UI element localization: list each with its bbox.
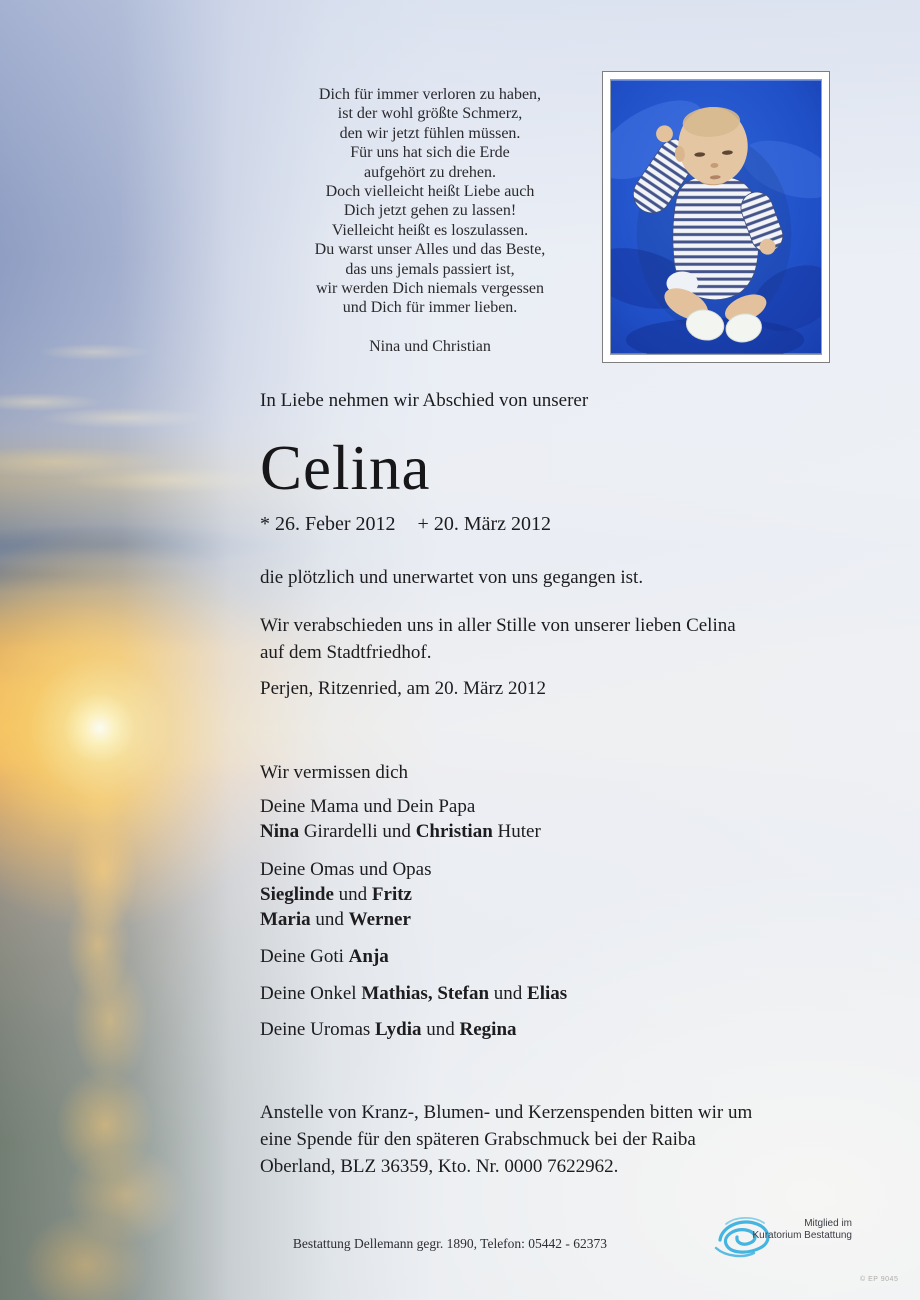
memorial-poem — [270, 85, 590, 356]
mourners-grandparents — [260, 857, 850, 932]
poem-line: Dich für immer verloren zu haben, — [318, 86, 542, 103]
poem-line: den wir jetzt fühlen müssen. — [339, 124, 521, 142]
mourners-names — [260, 819, 850, 844]
farewell-line: Wir verabschieden uns in aller Stille von unserer lieben Celina — [260, 615, 736, 636]
poem-line: Du warst unser Alles und das Beste, — [314, 241, 546, 259]
name-bold: Anja — [348, 946, 389, 967]
poem-line: aufgehört zu drehen. — [364, 163, 496, 181]
name-text: Girardelli und — [299, 821, 416, 842]
name-bold: Elias — [527, 983, 568, 1004]
mourners-great-grandmothers — [260, 1017, 850, 1042]
name-text: Huter — [492, 821, 541, 842]
name-bold: Maria — [260, 909, 311, 930]
mourners-parents — [260, 794, 850, 844]
mourners-names — [260, 944, 850, 969]
name-text: Deine Uromas — [260, 1019, 376, 1040]
poem-signature: Nina und Christian — [369, 337, 491, 355]
name-bold: Lydia — [375, 1019, 422, 1040]
birth-date: * 26. Feber 2012 — [260, 513, 396, 535]
farewell-line: auf dem Stadtfriedhof. — [260, 642, 432, 663]
farewell-paragraph — [260, 612, 850, 666]
name-bold: Sieglinde — [260, 884, 334, 905]
mourners-label: Deine Omas und Opas — [260, 859, 432, 880]
name-text: und — [489, 983, 528, 1004]
donation-paragraph — [260, 1099, 850, 1180]
poem-line: Vielleicht heißt es loszulassen. — [331, 221, 529, 239]
donation-line: eine Spende für den späteren Grabschmuck bei der Raiba — [260, 1129, 696, 1150]
donation-line: Anstelle von Kranz-, Blumen- und Kerzenspenden bitten wir um — [260, 1102, 753, 1123]
poem-line: und Dich für immer lieben. — [342, 299, 518, 317]
baby-photo-frame — [602, 71, 830, 363]
poem-line: Dich jetzt gehen zu lassen! — [343, 202, 517, 220]
poem-line: Für uns hat sich die Erde — [350, 144, 510, 162]
name-bold: Werner — [348, 909, 411, 930]
mourners-uncles — [260, 981, 850, 1006]
name-bold: Mathias, Stefan — [361, 983, 490, 1004]
name-bold: Nina — [260, 821, 300, 842]
deceased-name: Celina — [260, 433, 431, 503]
announcement — [260, 388, 850, 1180]
mourning-heading: Wir vermissen dich — [260, 762, 409, 783]
mourners-names — [260, 907, 850, 932]
mourners-names — [260, 1017, 850, 1042]
name-text: und — [310, 909, 349, 930]
membership-text — [744, 1218, 852, 1241]
passing-line: die plötzlich und unerwartet von uns gegangen ist. — [260, 567, 644, 588]
intro-line: In Liebe nehmen wir Abschied von unserer — [260, 390, 589, 411]
donation-line: Oberland, BLZ 36359, Kto. Nr. 0000 7622962. — [260, 1156, 619, 1177]
baby-photo-illustration — [611, 80, 821, 354]
life-dates — [260, 511, 850, 537]
membership-badge — [712, 1210, 852, 1260]
name-bold: Regina — [459, 1019, 517, 1040]
name-text: und — [333, 884, 372, 905]
baby-photo — [610, 79, 822, 355]
name-bold: Fritz — [371, 884, 412, 905]
place-and-date: Perjen, Ritzenried, am 20. März 2012 — [260, 678, 546, 699]
name-text: Deine Onkel — [260, 983, 362, 1004]
mourners-godmother — [260, 944, 850, 969]
mourners-label: Deine Mama und Dein Papa — [260, 796, 476, 817]
membership-line: Mitglied im — [804, 1218, 852, 1229]
death-date: + 20. März 2012 — [417, 513, 552, 535]
name-text: Deine Goti — [260, 946, 349, 967]
poem-line: ist der wohl größte Schmerz, — [337, 105, 523, 123]
funeral-home-line: Bestattung Dellemann gegr. 1890, Telefon: 05442 - 62373 — [292, 1236, 608, 1251]
print-code: © EP 9045 — [860, 1276, 899, 1283]
poem-line: wir werden Dich niemals vergessen — [315, 280, 545, 298]
mourners-names — [260, 981, 850, 1006]
poem-line: das uns jemals passiert ist, — [345, 260, 515, 278]
name-text: und — [421, 1019, 460, 1040]
name-bold: Christian — [415, 821, 493, 842]
poem-line: Doch vielleicht heißt Liebe auch — [325, 183, 535, 201]
membership-line: Kuratorium Bestattung — [752, 1229, 852, 1241]
mourners-names — [260, 882, 850, 907]
